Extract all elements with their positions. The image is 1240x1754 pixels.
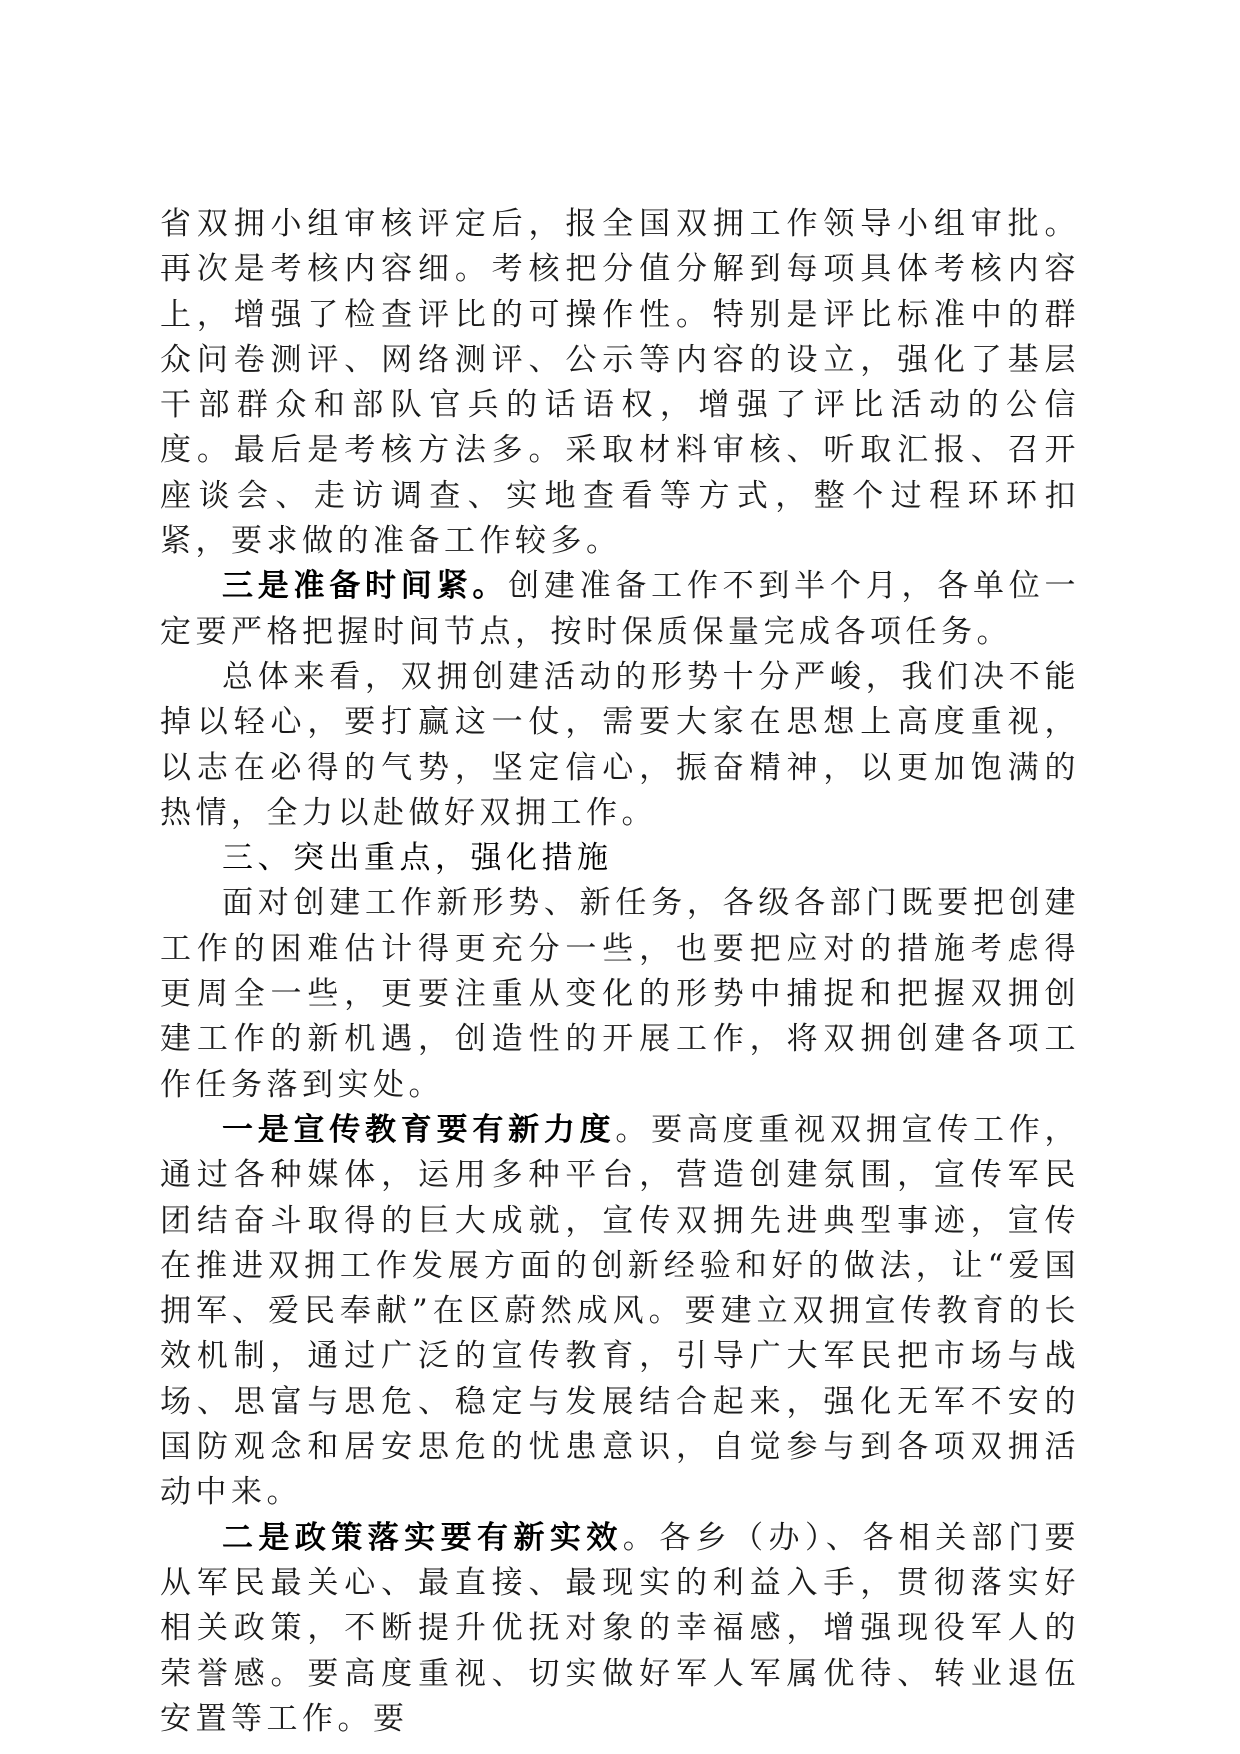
paragraph-text: 总体来看，双拥创建活动的形势十分严峻，我们决不能掉以轻心，要打赢这一仗，需要大家在思想上高度重视，以志在必得的气势，坚定信心，振奋精神，以更加饱满的热情，全力以赴做好双拥工作。 (160, 658, 1080, 831)
paragraph-text: 。各乡（办）、各相关部门要从军民最关心、最直接、最现实的利益入手，贯彻落实好相关政策，不断提升优抚对象的幸福感，增强现役军人的荣誉感。要高度重视、切实做好军人军属优待、转业退伍安置等工作。要 (160, 1519, 1081, 1737)
paragraph-text: 创建准备工作不到半个月，各单位一定要严格把握时间节点，按时保质保量完成各项任务。 (160, 568, 1081, 650)
paragraph-publicity-education (160, 1108, 1080, 1516)
paragraph-text: 省双拥小组审核评定后，报全国双拥工作领导小组审批。再次是考核内容细。考核把分值分解到每项具体考核内容上，增强了检查评比的可操作性。特别是评比标准中的群众问卷测评、网络测评、公示等内容的设立，强化了基层干部群众和部队官兵的话语权，增强了评比活动的公信度。最后是考核方法多。采取材料审核、听取汇报、召开座谈会、走访调查、实地查看等方式，整个过程环环扣紧，要求做的准备工作较多。 (160, 206, 1080, 560)
section-heading-text: 三、突出重点，强化措施 (222, 840, 613, 877)
paragraph-overall-situation (160, 655, 1080, 836)
paragraph-lead: 三是准备时间紧。 (222, 568, 509, 605)
paragraph-policy-implementation (160, 1516, 1080, 1742)
paragraph-preparation-time (160, 564, 1080, 655)
paragraph-lead: 二是政策落实要有新实效 (222, 1519, 623, 1556)
paragraph-lead: 一是宣传教育要有新力度 (222, 1111, 616, 1148)
section-heading (160, 836, 1080, 881)
document-page (160, 202, 1080, 1742)
paragraph-new-situation (160, 881, 1080, 1107)
paragraph-text: 面对创建工作新形势、新任务，各级各部门既要把创建工作的困难估计得更充分一些，也要把应对的措施考虑得更周全一些，更要注重从变化的形势中捕捉和把握双拥创建工作的新机遇，创造性的开展工作，将双拥创建各项工作任务落到实处。 (160, 885, 1080, 1103)
paragraph-text: 。要高度重视双拥宣传工作，通过各种媒体，运用多种平台，营造创建氛围，宣传军民团结奋斗取得的巨大成就，宣传双拥先进典型事迹，宣传在推进双拥工作发展方面的创新经验和好的做法，让“爱国拥军、爱民奉献”在区蔚然成风。要建立双拥宣传教育的长效机制，通过广泛的宣传教育，引导广大军民把市场与战场、思富与思危、稳定与发展结合起来，强化无军不安的国防观念和居安思危的忧患意识，自觉参与到各项双拥活动中来。 (160, 1111, 1081, 1511)
paragraph-review-process (160, 202, 1080, 564)
